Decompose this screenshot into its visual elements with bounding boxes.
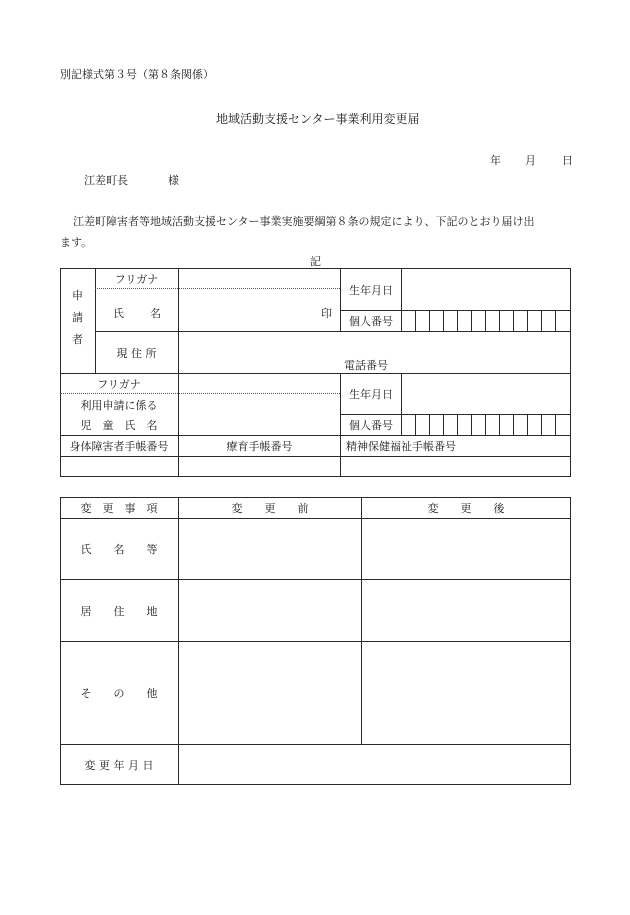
page-title: 地域活動支援センター事業利用変更届 <box>216 112 420 126</box>
physical-cert-label: 身体障害者手帳番号 <box>69 440 169 453</box>
birth-date-label: 生年月日 <box>349 283 393 297</box>
row-residence-label: 居 住 地 <box>80 604 158 618</box>
addressee: 江差町長 <box>84 174 128 187</box>
child-name-label-1: 利用申請に係る <box>80 399 158 412</box>
rehab-cert-label: 療育手帳番号 <box>226 440 293 453</box>
child-personal-number-label: 個人番号 <box>349 419 393 432</box>
form-number: 別記様式第３号（第８条関係） <box>60 68 214 81</box>
mental-cert-label: 精神保健福祉手帳番号 <box>346 440 456 453</box>
row-other-label: そ の 他 <box>80 687 158 700</box>
child-furigana-label: フリガナ <box>97 377 141 391</box>
address-label: 現 住 所 <box>116 346 157 360</box>
date-day: 日 <box>562 154 573 167</box>
name-label-first: 氏 <box>113 307 124 320</box>
addressee-suffix: 様 <box>168 174 179 187</box>
date-year: 年 <box>490 154 501 167</box>
child-birth-date-label: 生年月日 <box>349 388 393 401</box>
furigana-label: フリガナ <box>114 272 159 286</box>
col-item-header: 変 更 事 項 <box>80 502 158 515</box>
col-after-header: 変 更 後 <box>427 502 505 515</box>
body-text-line1: 江差町障害者等地域活動支援センター事業実施要綱第８条の規定により、下記のとおり届け出 <box>73 215 535 228</box>
name-label-second: 名 <box>150 307 161 320</box>
row-change-date-label: 変 更 年 月 日 <box>84 758 154 772</box>
row-name-label: 氏 名 等 <box>80 543 158 556</box>
date-month: 月 <box>525 154 536 167</box>
personal-number-label: 個人番号 <box>349 315 393 328</box>
child-name-label-2: 児 童 氏 名 <box>80 419 158 432</box>
applicant-label: 申 請 者 <box>72 289 83 346</box>
body-text-line2: ます。 <box>60 236 93 249</box>
ki-label: 記 <box>310 255 321 268</box>
seal-mark: 印 <box>321 307 332 320</box>
col-before-header: 変 更 前 <box>231 502 309 515</box>
phone-label: 電話番号 <box>344 359 388 372</box>
